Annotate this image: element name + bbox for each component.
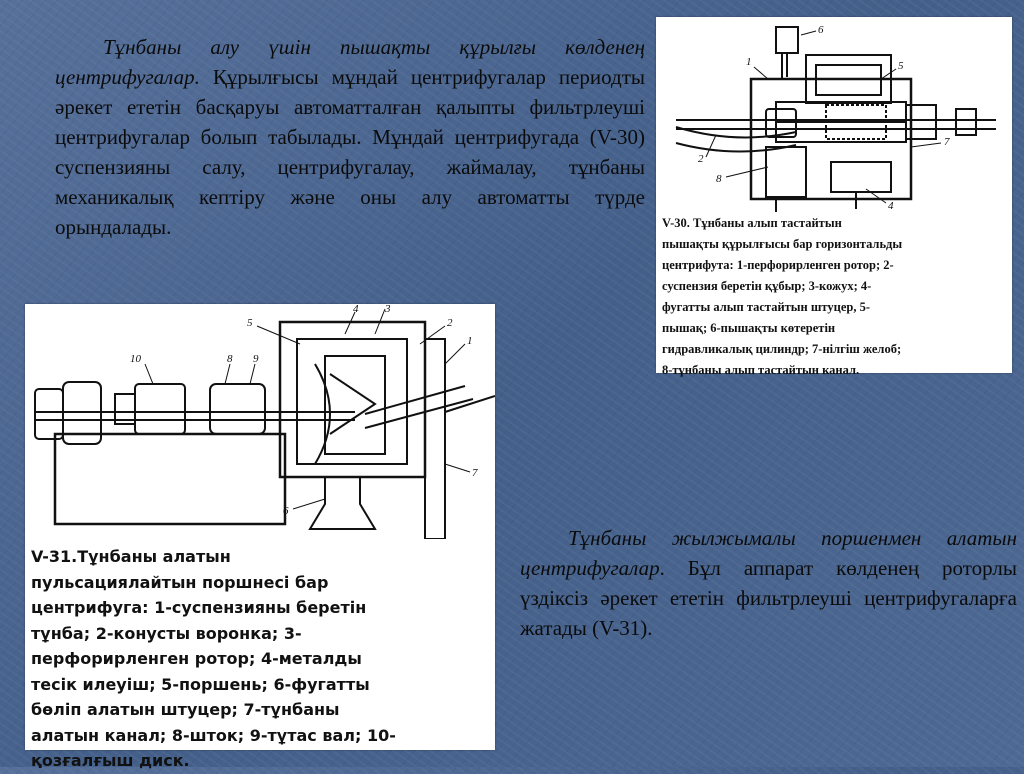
paragraph-body: . Бұл аппарат көлденең роторлы үздіксіз әрекет ететін фильтрлеуші центрифугаларға жатады (V-31). <box>520 556 1017 640</box>
label-7: 7 <box>944 136 950 148</box>
label-3: 3 <box>385 304 391 315</box>
diagram-v31 <box>25 304 495 539</box>
label-1: 1 <box>746 56 752 68</box>
figure-caption-v31: V-31.Тұнбаны алатын пульсациялайтын поршнесі бар центрифуга: 1-суспензияны беретін тұнба; 2-конусты воронка; 3- перфорирленген ротор; 4-металды тесік илеуіш; 5-поршень; 6-фугатты бөліп алатын штуцер; 7-тұнбаны алатын канал; 8-шток; 9-тұтас вал; 10- қозғалғыш диск. <box>31 547 396 770</box>
label-6: 6 <box>818 24 824 36</box>
paragraph-lead: Тұнбаны жылжымалы поршенмен алатын центрифугалар <box>520 526 1017 580</box>
label-5: 5 <box>898 60 904 72</box>
figure-v30 <box>656 17 1012 377</box>
label-4: 4 <box>353 304 359 315</box>
label-6: 6 <box>283 505 289 517</box>
label-4: 4 <box>888 200 894 212</box>
diagram-v30 <box>656 17 1012 212</box>
figure-v31 <box>25 304 495 770</box>
label-1: 1 <box>467 335 473 347</box>
paragraph-centrifuge-knife <box>55 32 645 242</box>
label-2: 2 <box>698 153 704 165</box>
label-10: 10 <box>130 353 141 365</box>
paragraph-centrifuge-piston <box>520 523 1017 643</box>
label-9: 9 <box>253 353 259 365</box>
figure-caption-v30: V-30. Тұнбаны алып тастайтын пышақты құрылғысы бар горизонтальды центрифута: 1-перфорирленген ротор; 2- суспензия беретін құбыр; 3-кожух; 4- фугатты алып тастайтын штуцер, 5- пышақ; 6-пышақты көтеретін гидравликалық цилиндр; 7-нілгіш желоб; 8-тұнбаны алып тастайтын канал. <box>662 216 903 377</box>
paragraph-lead: Тұнбаны алу үшін пышақты құрылғы көлденең центрифугалар. <box>55 35 645 89</box>
label-8: 8 <box>716 173 722 185</box>
label-8: 8 <box>227 353 233 365</box>
label-5: 5 <box>247 317 253 329</box>
paragraph-body: Құрылғысы мұндай центрифугалар периодты әрекет ететін басқаруы автоматталған қалыпты фильтрлеуші центрифугалар болып табылады. Мұндай центрифугада (V-30) суспензияны салу, центрифугалау, жаймалау, тұнбаны механикалық кептіру және оны алу автоматты түрде орындалады. <box>55 65 645 239</box>
label-2: 2 <box>447 317 453 329</box>
label-7: 7 <box>472 467 478 479</box>
